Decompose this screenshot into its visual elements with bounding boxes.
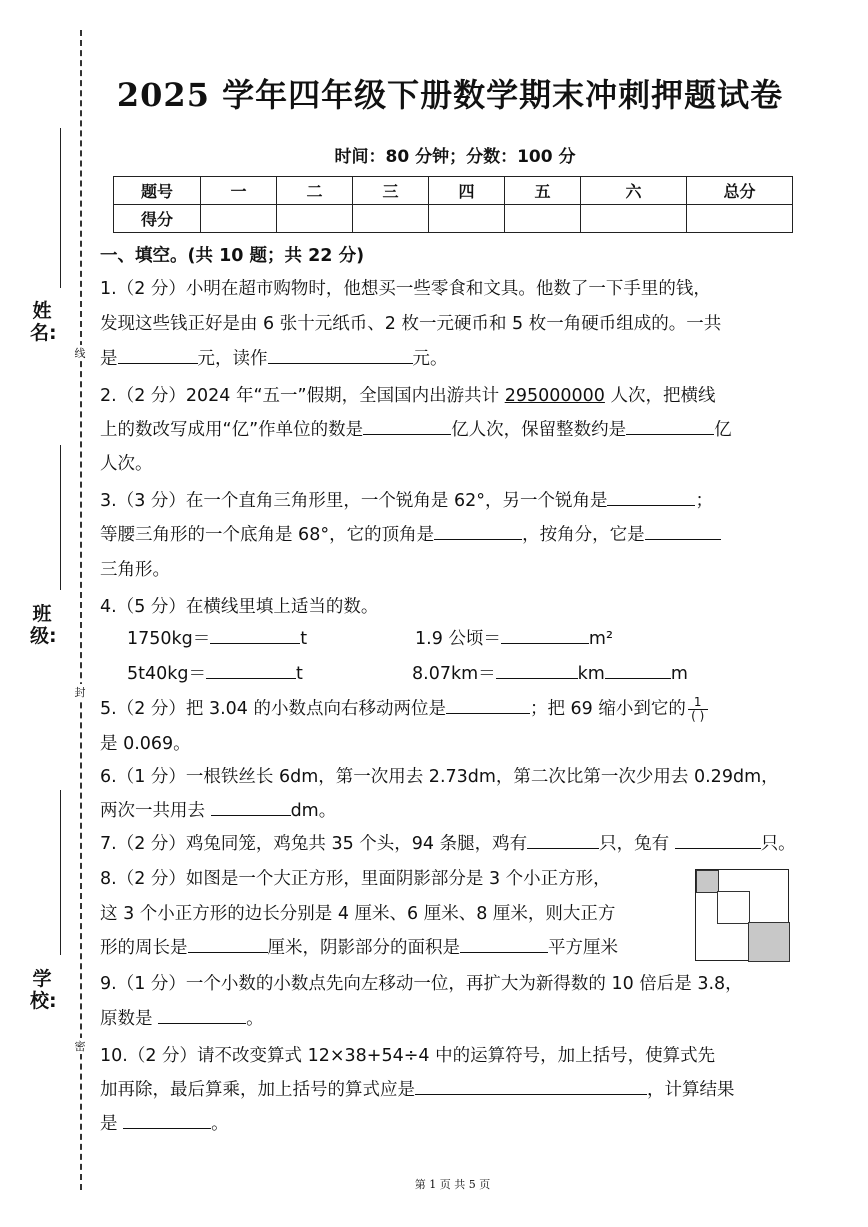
q8-text: 平方厘米	[548, 938, 618, 958]
answer-blank[interactable]	[626, 414, 714, 435]
q8-line2: 这 3 个小正方形的边长分别是 4 厘米、6 厘米、8 厘米，则大正方	[100, 904, 616, 924]
answer-blank[interactable]	[645, 519, 721, 540]
q2-line1	[100, 379, 715, 414]
answer-blank[interactable]	[675, 828, 761, 849]
q6-text: dm。	[290, 801, 337, 821]
q7-line1	[100, 827, 796, 862]
q4-title: 4.（5 分）在横线里填上适当的数。	[100, 597, 379, 617]
answer-blank[interactable]	[158, 1003, 246, 1024]
square-figure	[695, 869, 789, 961]
q4-item-b1	[415, 622, 613, 657]
score-table	[113, 176, 793, 233]
q4-text: 8.07km＝	[412, 664, 496, 684]
q10-text: ，计算结果	[647, 1080, 735, 1100]
q2-text: 亿人次，保留整数约是	[451, 420, 627, 440]
small-square-8cm	[748, 922, 790, 962]
q3-text: ；	[695, 491, 713, 511]
q4-text: 5t40kg＝	[127, 664, 207, 684]
q1-text: 元。	[412, 349, 448, 369]
answer-blank[interactable]	[496, 658, 578, 679]
q2-text: 2.（2 分）2024 年“五一”假期，全国国内出游共计	[100, 386, 505, 406]
score-cell[interactable]	[277, 205, 353, 233]
q4-text: 1750kg＝	[127, 629, 211, 649]
answer-blank[interactable]	[415, 1074, 647, 1095]
q8-line3	[100, 931, 618, 966]
q10-text: 。	[211, 1114, 229, 1134]
exam-subtitle: 时间：80 分钟；分数：100 分	[334, 147, 576, 167]
header-cell: 四	[429, 177, 505, 205]
q8-text: 厘米，阴影部分的面积是	[267, 938, 460, 958]
exam-title: 2025 学年四年级下册数学期末冲刺押题试卷	[116, 76, 784, 114]
q3-text: 3.（3 分）在一个直角三角形里，一个锐角是 62°，另一个锐角是	[100, 491, 608, 511]
q1-text: 元，读作	[197, 349, 268, 369]
answer-blank[interactable]	[527, 828, 599, 849]
q5-text: 5.（2 分）把 3.04 的小数点向右移动两位是	[100, 699, 446, 719]
q2-underlined-number: 295000000	[504, 386, 605, 406]
q4-item-b2	[412, 657, 688, 692]
small-square-6cm	[717, 891, 750, 924]
answer-blank[interactable]	[605, 658, 671, 679]
q5-line1	[100, 692, 708, 727]
class-label: 班级:	[30, 603, 57, 647]
answer-blank[interactable]	[363, 414, 451, 435]
q1-line2: 发现这些钱正好是由 6 张十元纸币、2 枚一元硬币和 5 枚一角硬币组成的。一共	[100, 314, 722, 334]
score-row-label: 得分	[114, 205, 201, 233]
section-one-heading: 一、填空。(共 10 题；共 22 分)	[100, 246, 365, 266]
q10-text: 是	[100, 1114, 124, 1134]
q9-text: 。	[246, 1009, 264, 1029]
page-footer: 第 1 页 共 5 页	[414, 1178, 491, 1191]
answer-blank[interactable]	[446, 693, 530, 714]
cut-mark-line: 线	[72, 345, 88, 361]
q8-text: 形的周长是	[100, 938, 188, 958]
q5-line2: 是 0.069。	[100, 734, 191, 754]
q10-line3	[100, 1107, 229, 1142]
q1-line1: 1.（2 分）小明在超市购物时，他想买一些零食和文具。他数了一下手里的钱，	[100, 279, 711, 299]
score-cell[interactable]	[687, 205, 793, 233]
answer-blank[interactable]	[123, 1108, 211, 1129]
score-cell[interactable]	[581, 205, 687, 233]
score-cell[interactable]	[201, 205, 277, 233]
q2-line2	[100, 413, 732, 448]
q6-line2	[100, 794, 336, 829]
q7-text: 只，兔有	[599, 834, 675, 854]
q6-text: 两次一共用去	[100, 801, 211, 821]
q9-line2	[100, 1002, 264, 1037]
q5-text: ；把 69 缩小到它的	[529, 699, 686, 719]
answer-blank[interactable]	[434, 519, 522, 540]
q1-line3	[100, 342, 448, 377]
q4-unit: km	[577, 664, 605, 684]
answer-blank[interactable]	[607, 485, 695, 506]
cut-mark-secret: 密	[72, 1038, 88, 1054]
answer-blank[interactable]	[206, 658, 296, 679]
q3-line1	[100, 484, 713, 519]
q4-unit: t	[300, 629, 308, 649]
header-cell: 三	[353, 177, 429, 205]
score-table-header-row	[114, 177, 793, 205]
answer-blank[interactable]	[211, 795, 291, 816]
fraction-numerator: 1	[688, 696, 708, 710]
header-cell: 二	[277, 177, 353, 205]
q4-text: 1.9 公顷＝	[415, 629, 501, 649]
q1-text: 是	[100, 349, 118, 369]
q6-line1: 6.（1 分）一根铁丝长 6dm，第一次用去 2.73dm，第二次比第一次少用去 0.29dm，	[100, 767, 779, 787]
answer-blank[interactable]	[460, 932, 548, 953]
q2-text: 人次，把横线	[604, 386, 716, 406]
q3-text: ，按角分，它是	[522, 525, 645, 545]
q4-unit: m²	[588, 629, 613, 649]
q2-line3: 人次。	[100, 454, 153, 474]
class-line	[60, 445, 61, 590]
answer-blank[interactable]	[188, 932, 268, 953]
binding-dash-line	[80, 30, 82, 1190]
school-label: 学校:	[30, 968, 57, 1012]
q10-line2	[100, 1073, 735, 1108]
q10-text: 加再除，最后算乘，加上括号的算式应是	[100, 1080, 415, 1100]
q2-text: 亿	[714, 420, 732, 440]
q3-line3: 三角形。	[100, 560, 170, 580]
q2-text: 上的数改写成用“亿”作单位的数是	[100, 420, 364, 440]
fraction	[688, 696, 708, 723]
answer-blank[interactable]	[210, 623, 300, 644]
header-cell: 五	[505, 177, 581, 205]
q8-line1: 8.（2 分）如图是一个大正方形，里面阴影部分是 3 个小正方形，	[100, 869, 611, 889]
header-cell: 一	[201, 177, 277, 205]
score-cell[interactable]	[429, 205, 505, 233]
q3-text: 等腰三角形的一个底角是 68°，它的顶角是	[100, 525, 435, 545]
small-square-4cm	[696, 870, 719, 893]
score-cell[interactable]	[505, 205, 581, 233]
q4-unit: m	[670, 664, 688, 684]
q9-line1: 9.（1 分）一个小数的小数点先向左移动一位，再扩大为新得数的 10 倍后是 3.8，	[100, 974, 743, 994]
header-cell: 六	[581, 177, 687, 205]
school-line	[60, 790, 61, 955]
score-table-score-row	[114, 205, 793, 233]
answer-blank[interactable]	[501, 623, 589, 644]
q4-unit: t	[296, 664, 303, 684]
answer-blank[interactable]	[268, 343, 413, 364]
score-cell[interactable]	[353, 205, 429, 233]
q9-text: 原数是	[100, 1009, 159, 1029]
fraction-denominator-blank[interactable]: ( )	[691, 708, 705, 723]
cut-mark-seal: 封	[72, 684, 88, 700]
q4-item-a2	[127, 657, 303, 692]
header-cell: 题号	[114, 177, 201, 205]
q7-text: 只。	[760, 834, 796, 854]
q7-text: 7.（2 分）鸡兔同笼，鸡兔共 35 个头，94 条腿，鸡有	[100, 834, 528, 854]
header-cell: 总分	[687, 177, 793, 205]
name-label: 姓名:	[30, 300, 57, 344]
q3-line2	[100, 518, 721, 553]
q10-line1: 10.（2 分）请不改变算式 12×38+54÷4 中的运算符号，加上括号，使算式先	[100, 1046, 716, 1066]
q4-item-a1	[127, 622, 307, 657]
answer-blank[interactable]	[118, 343, 198, 364]
